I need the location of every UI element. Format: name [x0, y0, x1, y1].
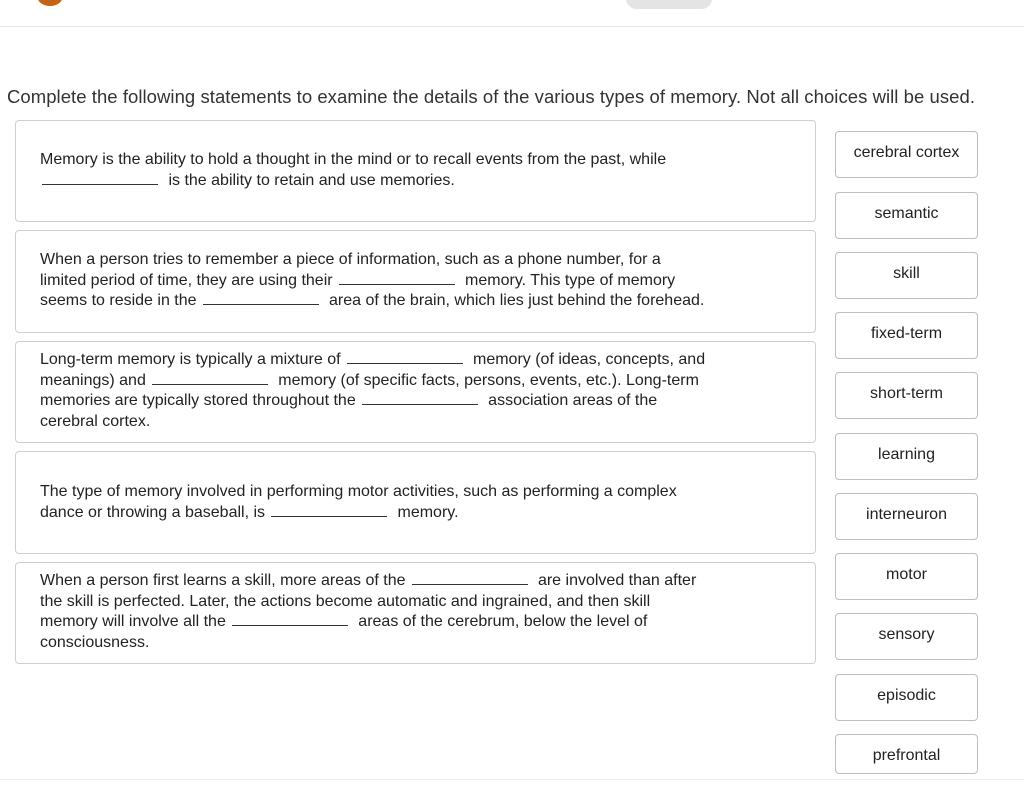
- statement-text: cerebral cortex.: [40, 413, 151, 431]
- choice-skill[interactable]: [835, 252, 978, 299]
- answer-blank[interactable]: [339, 271, 455, 285]
- answer-blank[interactable]: [271, 503, 387, 517]
- choice-fixed-term[interactable]: [835, 312, 978, 359]
- choice-label: prefrontal: [872, 747, 941, 764]
- statement-text: limited period of time, they are using their: [40, 271, 333, 289]
- answer-blank[interactable]: [232, 612, 348, 626]
- choice-label: fixed-term: [870, 325, 943, 342]
- answer-blank[interactable]: [203, 291, 319, 305]
- statement-text: memory (of ideas, concepts, and: [472, 351, 706, 368]
- statement-text: meanings) and: [40, 371, 146, 389]
- statement-text: The type of memory involved in performing motor activities, such as performing a complex: [40, 483, 677, 500]
- statement-text: dance or throwing a baseball, is: [40, 503, 266, 521]
- top-bar: [0, 0, 1024, 27]
- statement-text: Long-term memory is typically a mixture of: [40, 351, 341, 368]
- answer-blank[interactable]: [412, 571, 528, 585]
- statement-text: are involved than after: [537, 572, 697, 589]
- choice-semantic[interactable]: [835, 192, 978, 239]
- choice-label: motor: [886, 566, 927, 583]
- choice-label: cerebral cortex: [853, 144, 960, 161]
- statement-box-5: [15, 562, 816, 664]
- instructions-text: Complete the following statements to examine the details of the various types of memory. Not all choices will be used.: [7, 86, 976, 107]
- statement-text: memories are typically stored throughout the: [40, 392, 356, 410]
- statement-text: memory. This type of memory: [465, 271, 676, 289]
- choice-sensory[interactable]: [835, 613, 978, 660]
- statement-text: consciousness.: [40, 634, 150, 652]
- choice-label: skill: [893, 265, 920, 282]
- choice-label: sensory: [878, 626, 935, 643]
- answer-blank[interactable]: [362, 391, 478, 405]
- statement-text: area of the brain, which lies just behind the forehead.: [328, 292, 705, 310]
- statement-box-4: [15, 451, 816, 554]
- choice-label: interneuron: [866, 506, 947, 523]
- statement-text: the skill is perfected. Later, the actions become automatic and ingrained, and then skill: [40, 592, 651, 610]
- answer-blank[interactable]: [42, 171, 158, 185]
- choice-motor[interactable]: [835, 553, 978, 600]
- statement-text: Memory is the ability to hold a thought in the mind or to recall events from the past, while: [40, 151, 667, 168]
- statement-text: memory will involve all the: [40, 613, 226, 631]
- statement-text: areas of the cerebrum, below the level of: [358, 613, 648, 631]
- choice-short-term[interactable]: [835, 372, 978, 419]
- statement-text: memory.: [397, 503, 459, 521]
- choice-cerebral-cortex[interactable]: [835, 131, 978, 178]
- choice-interneuron[interactable]: [835, 493, 978, 540]
- statement-box-1: [15, 120, 816, 222]
- choice-label: short-term: [870, 385, 943, 402]
- answer-blank[interactable]: [152, 371, 268, 385]
- statement-text: is the ability to retain and use memories.: [168, 171, 455, 189]
- statement-text: memory (of specific facts, persons, events, etc.). Long-term: [278, 371, 699, 389]
- choice-prefrontal[interactable]: [835, 734, 978, 774]
- choice-label: learning: [878, 446, 935, 463]
- top-pill-button[interactable]: [626, 0, 712, 9]
- bottom-divider: [0, 779, 1024, 780]
- statement-text: When a person tries to remember a piece of information, such as a phone number, for a: [40, 251, 661, 268]
- statement-text: association areas of the: [488, 392, 658, 410]
- choice-learning[interactable]: [835, 433, 978, 480]
- statement-text: When a person first learns a skill, more areas of the: [40, 572, 406, 589]
- choice-episodic[interactable]: [835, 674, 978, 721]
- choice-label: semantic: [874, 205, 939, 222]
- statement-box-3: [15, 341, 816, 443]
- statement-text: seems to reside in the: [40, 292, 197, 310]
- choice-label: episodic: [877, 687, 936, 704]
- answer-blank[interactable]: [347, 350, 463, 364]
- statement-box-2: [15, 230, 816, 333]
- status-badge: [37, 0, 63, 6]
